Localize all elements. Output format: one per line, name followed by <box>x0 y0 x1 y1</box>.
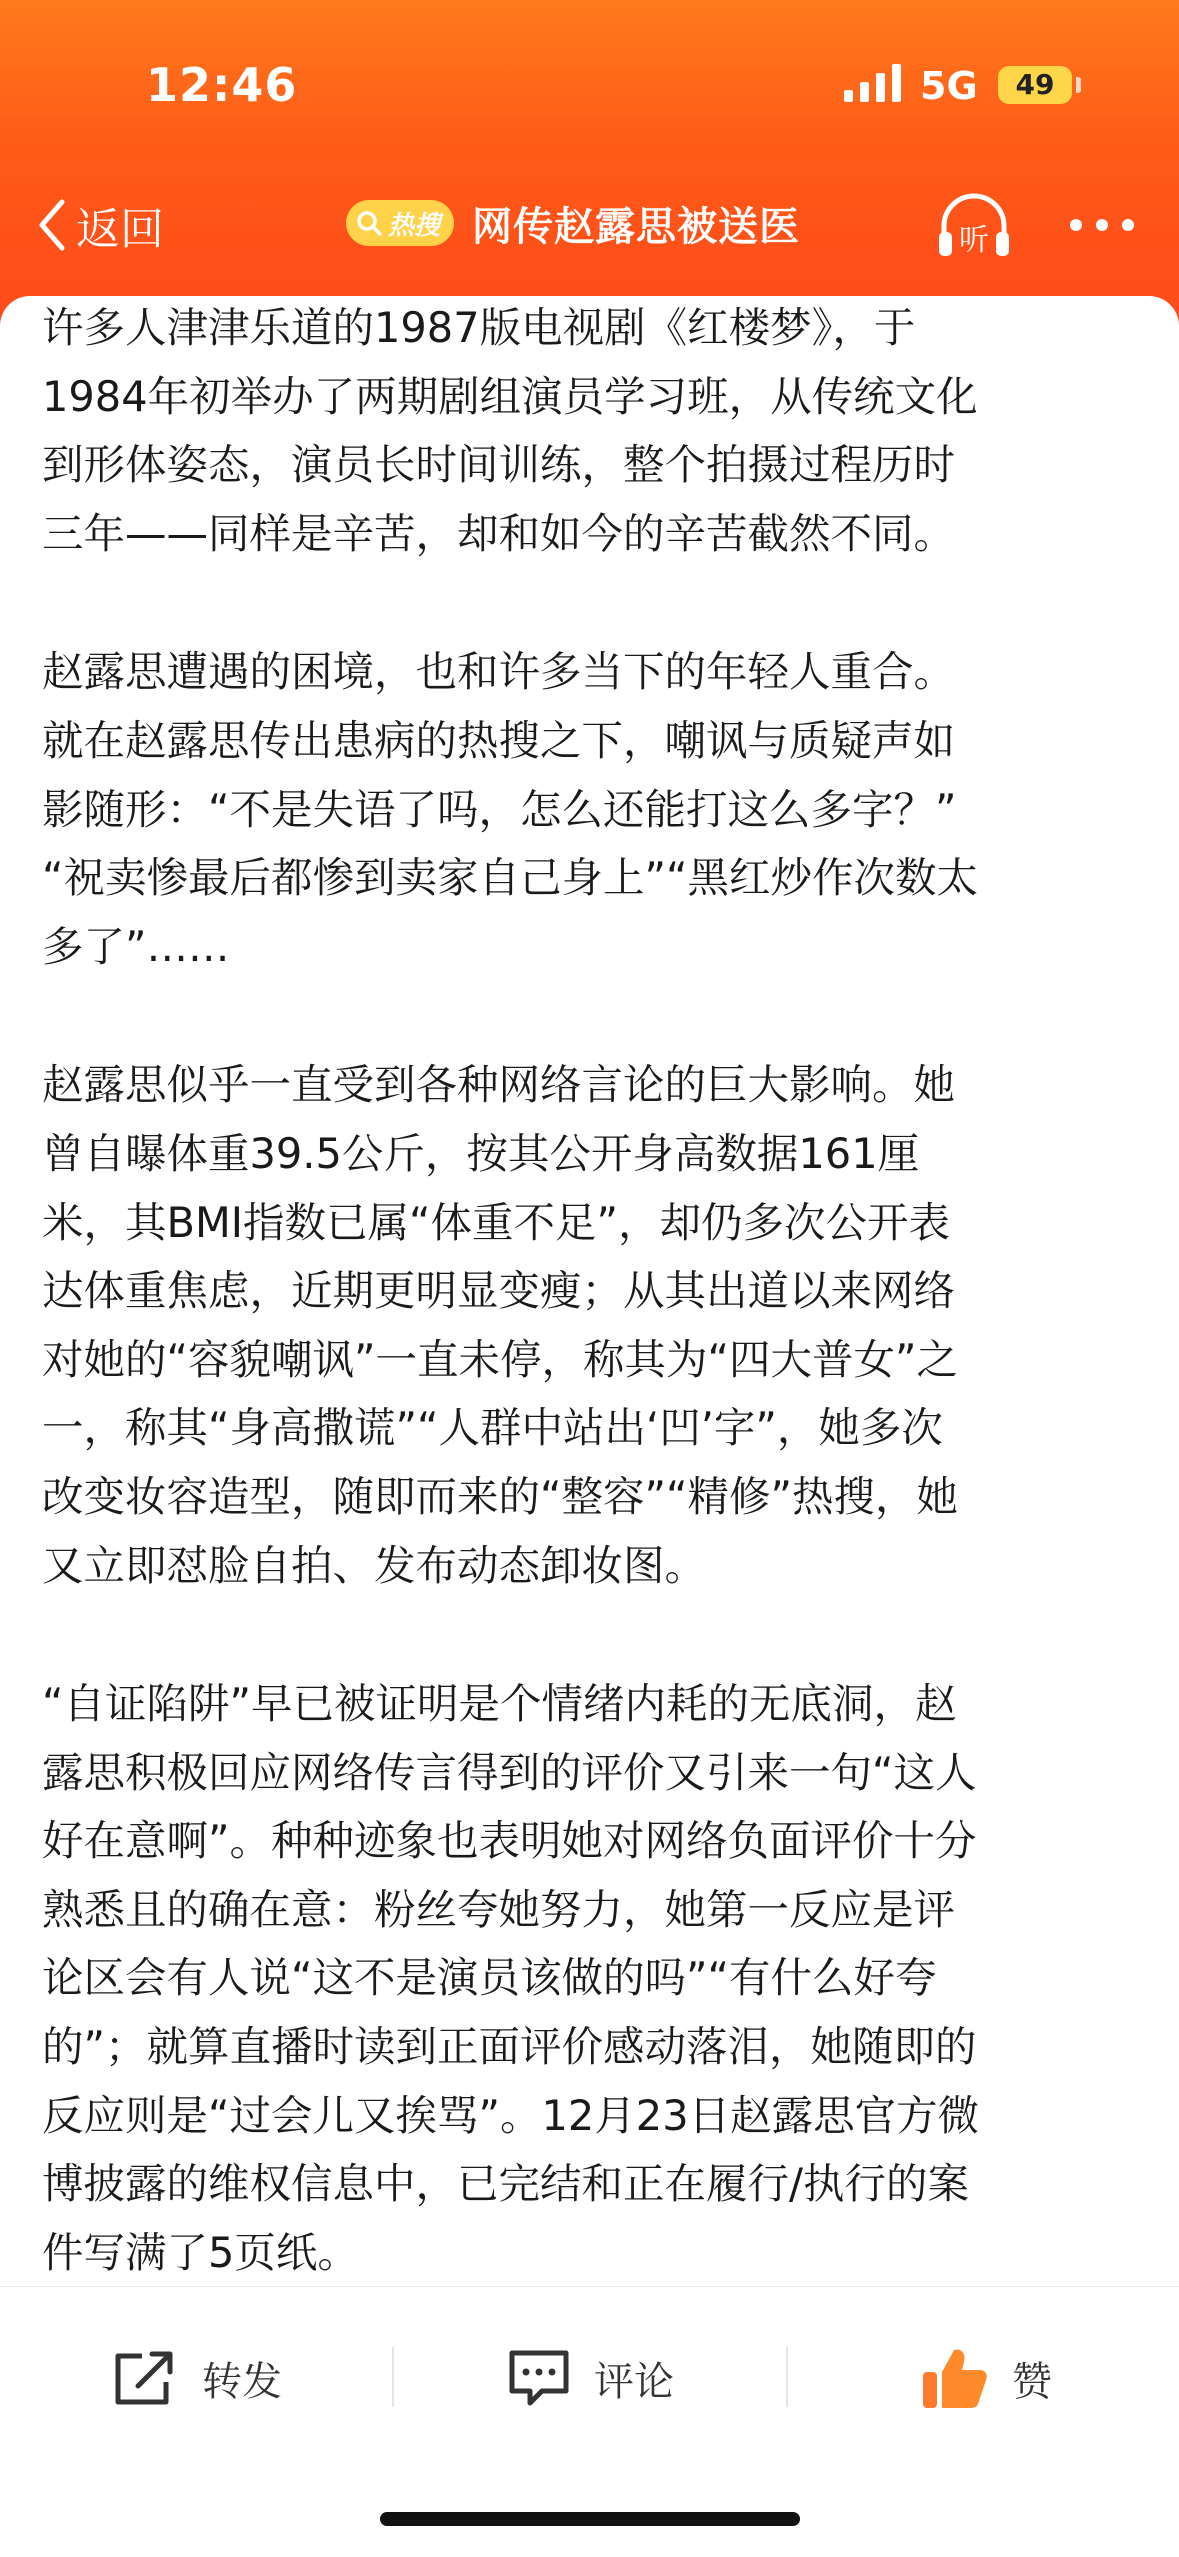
more-icon[interactable] <box>1066 205 1138 245</box>
back-label: 返回 <box>76 204 164 255</box>
share-icon <box>112 2348 180 2408</box>
listen-button[interactable] <box>936 192 1012 262</box>
repost-label: 转发 <box>202 2358 282 2405</box>
thumbs-up-icon <box>920 2344 990 2412</box>
app-header <box>0 0 1179 330</box>
hot-badge-label: 热搜 <box>388 210 441 241</box>
article-paragraph: 赵露思遭遇的困境，也和许多当下的年轻人重合。 就在赵露思传出患病的热搜之下，嘲讽与质疑声如 影随形：“不是失语了吗，怎么还能打这么多字？” “祝卖惨最后都惨到卖家自己身上”“黑红炒作次数太 多了”…… <box>42 647 979 971</box>
article-paragraph: 许多人津津乐道的1987版电视剧《红楼梦》，于 1984年初举办了两期剧组演员学习班，从传统文化 到形体姿态，演员长时间训练，整个拍摄过程历时 三年——同样是辛苦，却和如今的辛苦截然不同。 <box>42 303 978 558</box>
listen-label: 听 <box>959 223 989 258</box>
hot-search-badge[interactable] <box>346 200 454 246</box>
network-label: 5G <box>920 64 978 108</box>
comment-label: 评论 <box>594 2358 674 2405</box>
article-paragraph: “自证陷阱”早已被证明是个情绪内耗的无底洞，赵 露思积极回应网络传言得到的评价又引来一句“这人 好在意啊”。种种迹象也表明她对网络负面评价十分 熟悉且的确在意：粉丝夸她努力，她第一反应是评 论区会有人说“这不是演员该做的吗”“有什么好夸 的”；就算直播时读到正面评价感动落泪，她随即的 反应则是“过会儿又挨骂”。12月23日赵露思官方微 博披露的维权信息中，已完结和正在履行/执行的案 件写满了5页纸。 <box>42 1679 980 2277</box>
divider <box>392 2347 394 2407</box>
search-icon <box>354 208 384 238</box>
like-button[interactable] <box>920 2343 1052 2413</box>
battery-indicator: 49 <box>998 66 1072 104</box>
headphones-icon <box>936 192 1012 262</box>
comment-button[interactable] <box>506 2343 674 2413</box>
article-paragraph: 赵露思似乎一直受到各种网络言论的巨大影响。她 曾自曝体重39.5公斤，按其公开身高数据161厘 米，其BMI指数已属“体重不足”，却仍多次公开表 达体重焦虑，近期更明显变瘦；从其出道以来网络 对她的“容貌嘲讽”一直未停，称其为“四大普女”之 一，称其“身高撒谎”“人群中站出‘凹’字”，她多次 改变妆容造型，随即而来的“整容”“精修”热搜，她 又立即怼脸自拍、发布动态卸妆图。 <box>42 1060 959 1590</box>
home-indicator[interactable] <box>380 2512 800 2526</box>
chevron-left-icon <box>34 196 70 254</box>
repost-button[interactable] <box>112 2343 282 2413</box>
nav-title-group <box>346 188 800 258</box>
page-title: 网传赵露思被送医 <box>472 203 801 250</box>
article-body <box>0 296 1179 2286</box>
battery-tip <box>1076 77 1081 93</box>
status-time: 12:46 <box>146 58 298 112</box>
divider <box>786 2347 788 2407</box>
signal-icon <box>844 62 902 102</box>
like-label: 赞 <box>1012 2358 1052 2405</box>
comment-icon <box>506 2347 572 2409</box>
back-button[interactable] <box>34 190 164 260</box>
